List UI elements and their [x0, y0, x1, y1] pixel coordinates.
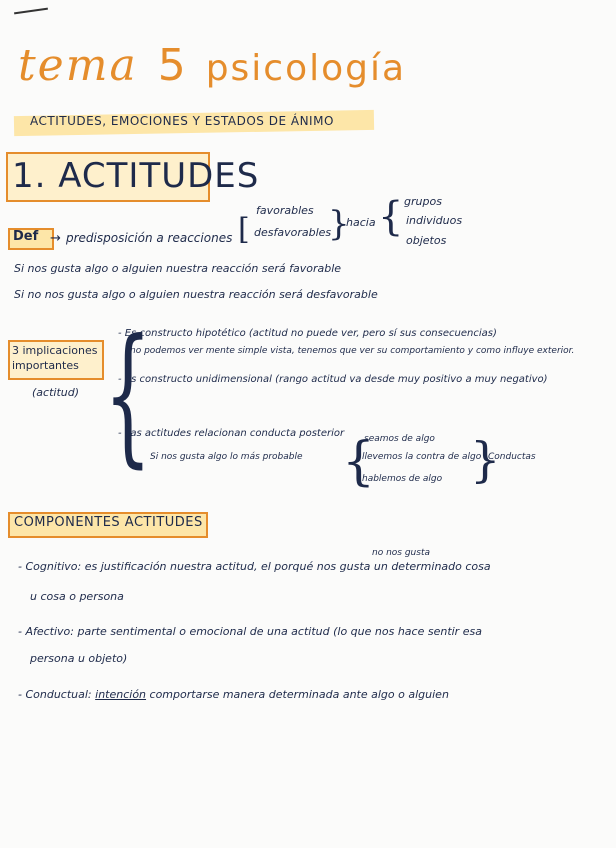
implicacion-3-opt-1: seamos de algo [364, 434, 435, 444]
def-brace-right: } [328, 204, 350, 244]
section1-heading [12, 156, 259, 196]
title-number: 5 [157, 40, 186, 91]
implicacion-3-opt-2: llevemos la contra de algo [362, 452, 482, 462]
target-objetos: objetos [406, 234, 447, 247]
section1-title: ACTITUDES [58, 156, 260, 196]
implicacion-3-sub: Si nos gusta algo lo más probable [150, 452, 303, 462]
componente-cognitivo-cont: u cosa o persona [30, 590, 124, 603]
def-label: Def [13, 229, 39, 244]
implicacion-1-sub: no podemos ver mente simple vista, tenemos que ver su comportamiento y como influye exterior. [130, 346, 575, 356]
implicacion-2: - Es constructo unidimensional (rango actitud va desde muy positivo a muy negativo) [118, 374, 548, 385]
conductual-prefix: - Conductual: [18, 688, 92, 701]
implicacion-3-brace-left: { [342, 432, 376, 492]
line-favorable: Si nos gusta algo o alguien nuestra reacción será favorable [14, 262, 342, 275]
componente-afectivo-cont: persona u objeto) [30, 652, 128, 665]
target-grupos: grupos [404, 195, 442, 208]
subtitle: ACTITUDES, EMOCIONES Y ESTADOS DE ÁNIMO [30, 114, 334, 128]
conductual-rest: comportarse manera determinada ante algo o alguien [149, 688, 449, 701]
implicacion-3-brace-right: } [470, 432, 501, 488]
title-tema: tema [18, 40, 138, 91]
target-individuos: individuos [406, 214, 463, 227]
def-hacia: hacia [346, 216, 376, 229]
def-arrow: → [50, 231, 61, 246]
componente-cognitivo: - Cognitivo: es justificación nuestra actitud, el porqué nos gusta un determinado cosa [18, 560, 491, 573]
page-title [18, 40, 406, 91]
implicacion-3: - Las actitudes relacionan conducta posterior [118, 428, 345, 439]
def-bracket: [ [238, 212, 250, 247]
def-option-favorables: favorables [256, 204, 314, 217]
def-option-desfavorables: desfavorables [254, 226, 332, 239]
line-desfavorable: Si no nos gusta algo o alguien nuestra reacción será desfavorable [14, 288, 378, 301]
componente-cognitivo-note: no nos gusta [372, 548, 430, 558]
conductual-underlined: intención [95, 688, 147, 701]
def-text: predisposición a reacciones [66, 231, 233, 245]
implicacion-3-opt-3: hablemos de algo [362, 474, 443, 484]
implicaciones-paren: (actitud) [32, 386, 80, 399]
componente-conductual [18, 688, 449, 701]
section1-number: 1. [12, 156, 47, 196]
implicaciones-label: 3 implicaciones importantes [12, 344, 98, 372]
componentes-label: COMPONENTES ACTITUDES [14, 515, 203, 530]
componente-afectivo: - Afectivo: parte sentimental o emocional de una actitud (lo que nos hace sentir esa [18, 625, 482, 638]
def-brace-left: { [378, 194, 404, 240]
title-subject: psicología [205, 48, 407, 89]
top-pen-mark [14, 8, 48, 15]
implicacion-1: - Es constructo hipotético (actitud no puede ver, pero sí sus consecuencias) [118, 328, 497, 339]
implicaciones-brace: { [104, 308, 152, 482]
implicacion-3-result: Conductas [488, 452, 536, 462]
